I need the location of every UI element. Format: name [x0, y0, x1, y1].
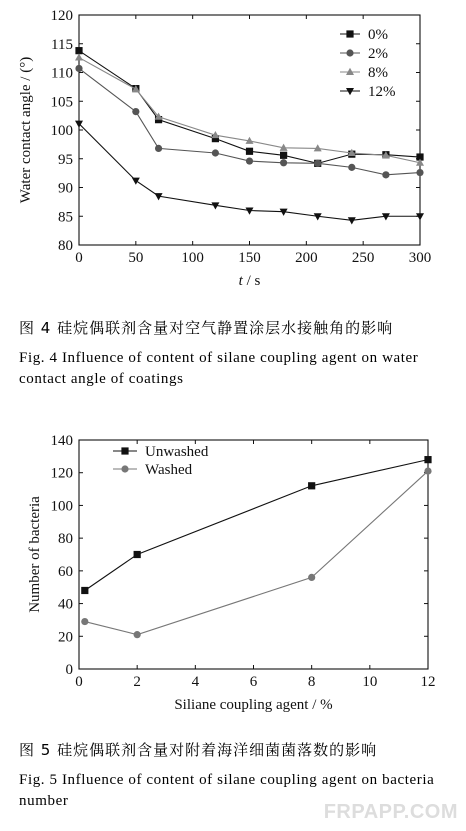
data-point-2	[246, 157, 253, 164]
data-point-8	[75, 53, 83, 60]
x-axis-label-unit: / s	[242, 273, 261, 289]
data-point-2	[75, 65, 82, 72]
series-12	[75, 121, 424, 225]
data-point-2	[212, 149, 219, 156]
y-tick-label: 140	[50, 433, 73, 449]
data-point-washed	[134, 631, 141, 638]
x-tick-label: 250	[351, 250, 375, 266]
legend-label: 8%	[368, 65, 388, 81]
legend-label: 0%	[368, 27, 388, 43]
data-point-2	[155, 145, 162, 152]
y-tick-label: 40	[58, 596, 73, 613]
legend-marker	[346, 30, 353, 37]
bacteria-count-chart	[0, 418, 466, 738]
y-tick-label: 105	[50, 94, 73, 111]
y-tick-label: 0	[65, 662, 73, 678]
plot-frame	[79, 440, 428, 669]
data-point-washed	[308, 574, 315, 581]
x-tick-label: 0	[75, 674, 83, 690]
x-tick-label: 10	[362, 674, 378, 690]
x-tick-label: 6	[249, 674, 258, 690]
y-tick-label: 115	[51, 36, 73, 53]
data-point-2	[348, 164, 355, 171]
series-2	[75, 65, 423, 179]
y-tick-label: 120	[50, 465, 73, 482]
data-point-2	[382, 171, 389, 178]
contact-angle-chart	[0, 0, 466, 310]
data-point-unwashed	[308, 482, 315, 489]
x-tick-label: 100	[181, 250, 204, 266]
x-tick-label: 150	[238, 250, 261, 266]
legend-marker	[346, 88, 354, 95]
y-tick-label: 80	[58, 238, 73, 254]
figure-5-caption-chinese: 图 5 硅烷偶联剂含量对附着海洋细菌菌落数的影响	[19, 741, 378, 759]
legend-label: 2%	[368, 46, 388, 62]
data-point-unwashed	[81, 587, 88, 594]
legend-marker	[121, 465, 128, 472]
data-point-unwashed	[424, 456, 431, 463]
y-tick-label: 90	[58, 180, 73, 197]
x-tick-label: 0	[75, 250, 83, 266]
data-point-0	[280, 152, 287, 159]
data-point-washed	[81, 618, 88, 625]
x-axis-label	[239, 273, 261, 289]
legend-label: 12%	[368, 84, 396, 100]
y-axis-label: Number of bacteria	[27, 496, 43, 613]
data-point-washed	[424, 467, 431, 474]
data-point-8	[314, 144, 322, 151]
watermark-logo: FRPAPP.COM	[323, 801, 458, 823]
figure-4-caption-chinese: 图 4 硅烷偶联剂含量对空气静置涂层水接触角的影响	[19, 319, 394, 337]
series-line-unwashed	[85, 460, 428, 591]
y-tick-label: 95	[58, 151, 73, 168]
figure-5-caption-english: Fig. 5 Influence of content of silane coupling agent on bacteria number	[19, 772, 435, 809]
legend-label: Washed	[145, 462, 193, 478]
y-tick-label: 120	[50, 8, 73, 24]
data-point-12	[132, 178, 140, 185]
data-point-0	[75, 47, 82, 54]
y-tick-label: 20	[58, 629, 73, 646]
legend	[340, 27, 396, 100]
data-point-2	[132, 108, 139, 115]
y-tick-label: 100	[50, 498, 73, 515]
data-point-2	[280, 159, 287, 166]
legend-label: Unwashed	[145, 444, 209, 460]
legend-marker	[346, 49, 353, 56]
x-axis-label-variable: t	[238, 273, 243, 289]
x-tick-label: 12	[420, 674, 436, 690]
y-tick-label: 85	[58, 209, 73, 226]
y-tick-label: 80	[58, 531, 73, 548]
x-axis-label: Siliane coupling agent / %	[174, 697, 333, 713]
series-unwashed	[81, 456, 431, 594]
x-tick-label: 8	[307, 674, 316, 690]
legend-marker	[346, 68, 354, 75]
data-point-2	[416, 169, 423, 176]
data-point-0	[246, 148, 253, 155]
x-tick-label: 2	[133, 674, 141, 690]
x-tick-label: 50	[128, 250, 144, 266]
data-point-2	[314, 160, 321, 167]
figure-4-caption-english: Fig. 4 Influence of content of silane coupling agent on water contact angle of coatings	[19, 350, 419, 387]
x-tick-label: 4	[191, 674, 200, 690]
data-point-12	[348, 217, 356, 224]
y-axis-label: Water contact angle / (°)	[18, 56, 34, 204]
legend	[113, 444, 209, 478]
y-tick-label: 100	[50, 123, 73, 139]
x-tick-label: 300	[408, 250, 432, 266]
y-tick-label: 110	[51, 65, 73, 82]
y-tick-label: 60	[58, 563, 73, 580]
x-tick-label: 200	[295, 250, 318, 266]
data-point-12	[416, 213, 424, 220]
legend-marker	[121, 447, 128, 454]
data-point-unwashed	[134, 551, 141, 558]
